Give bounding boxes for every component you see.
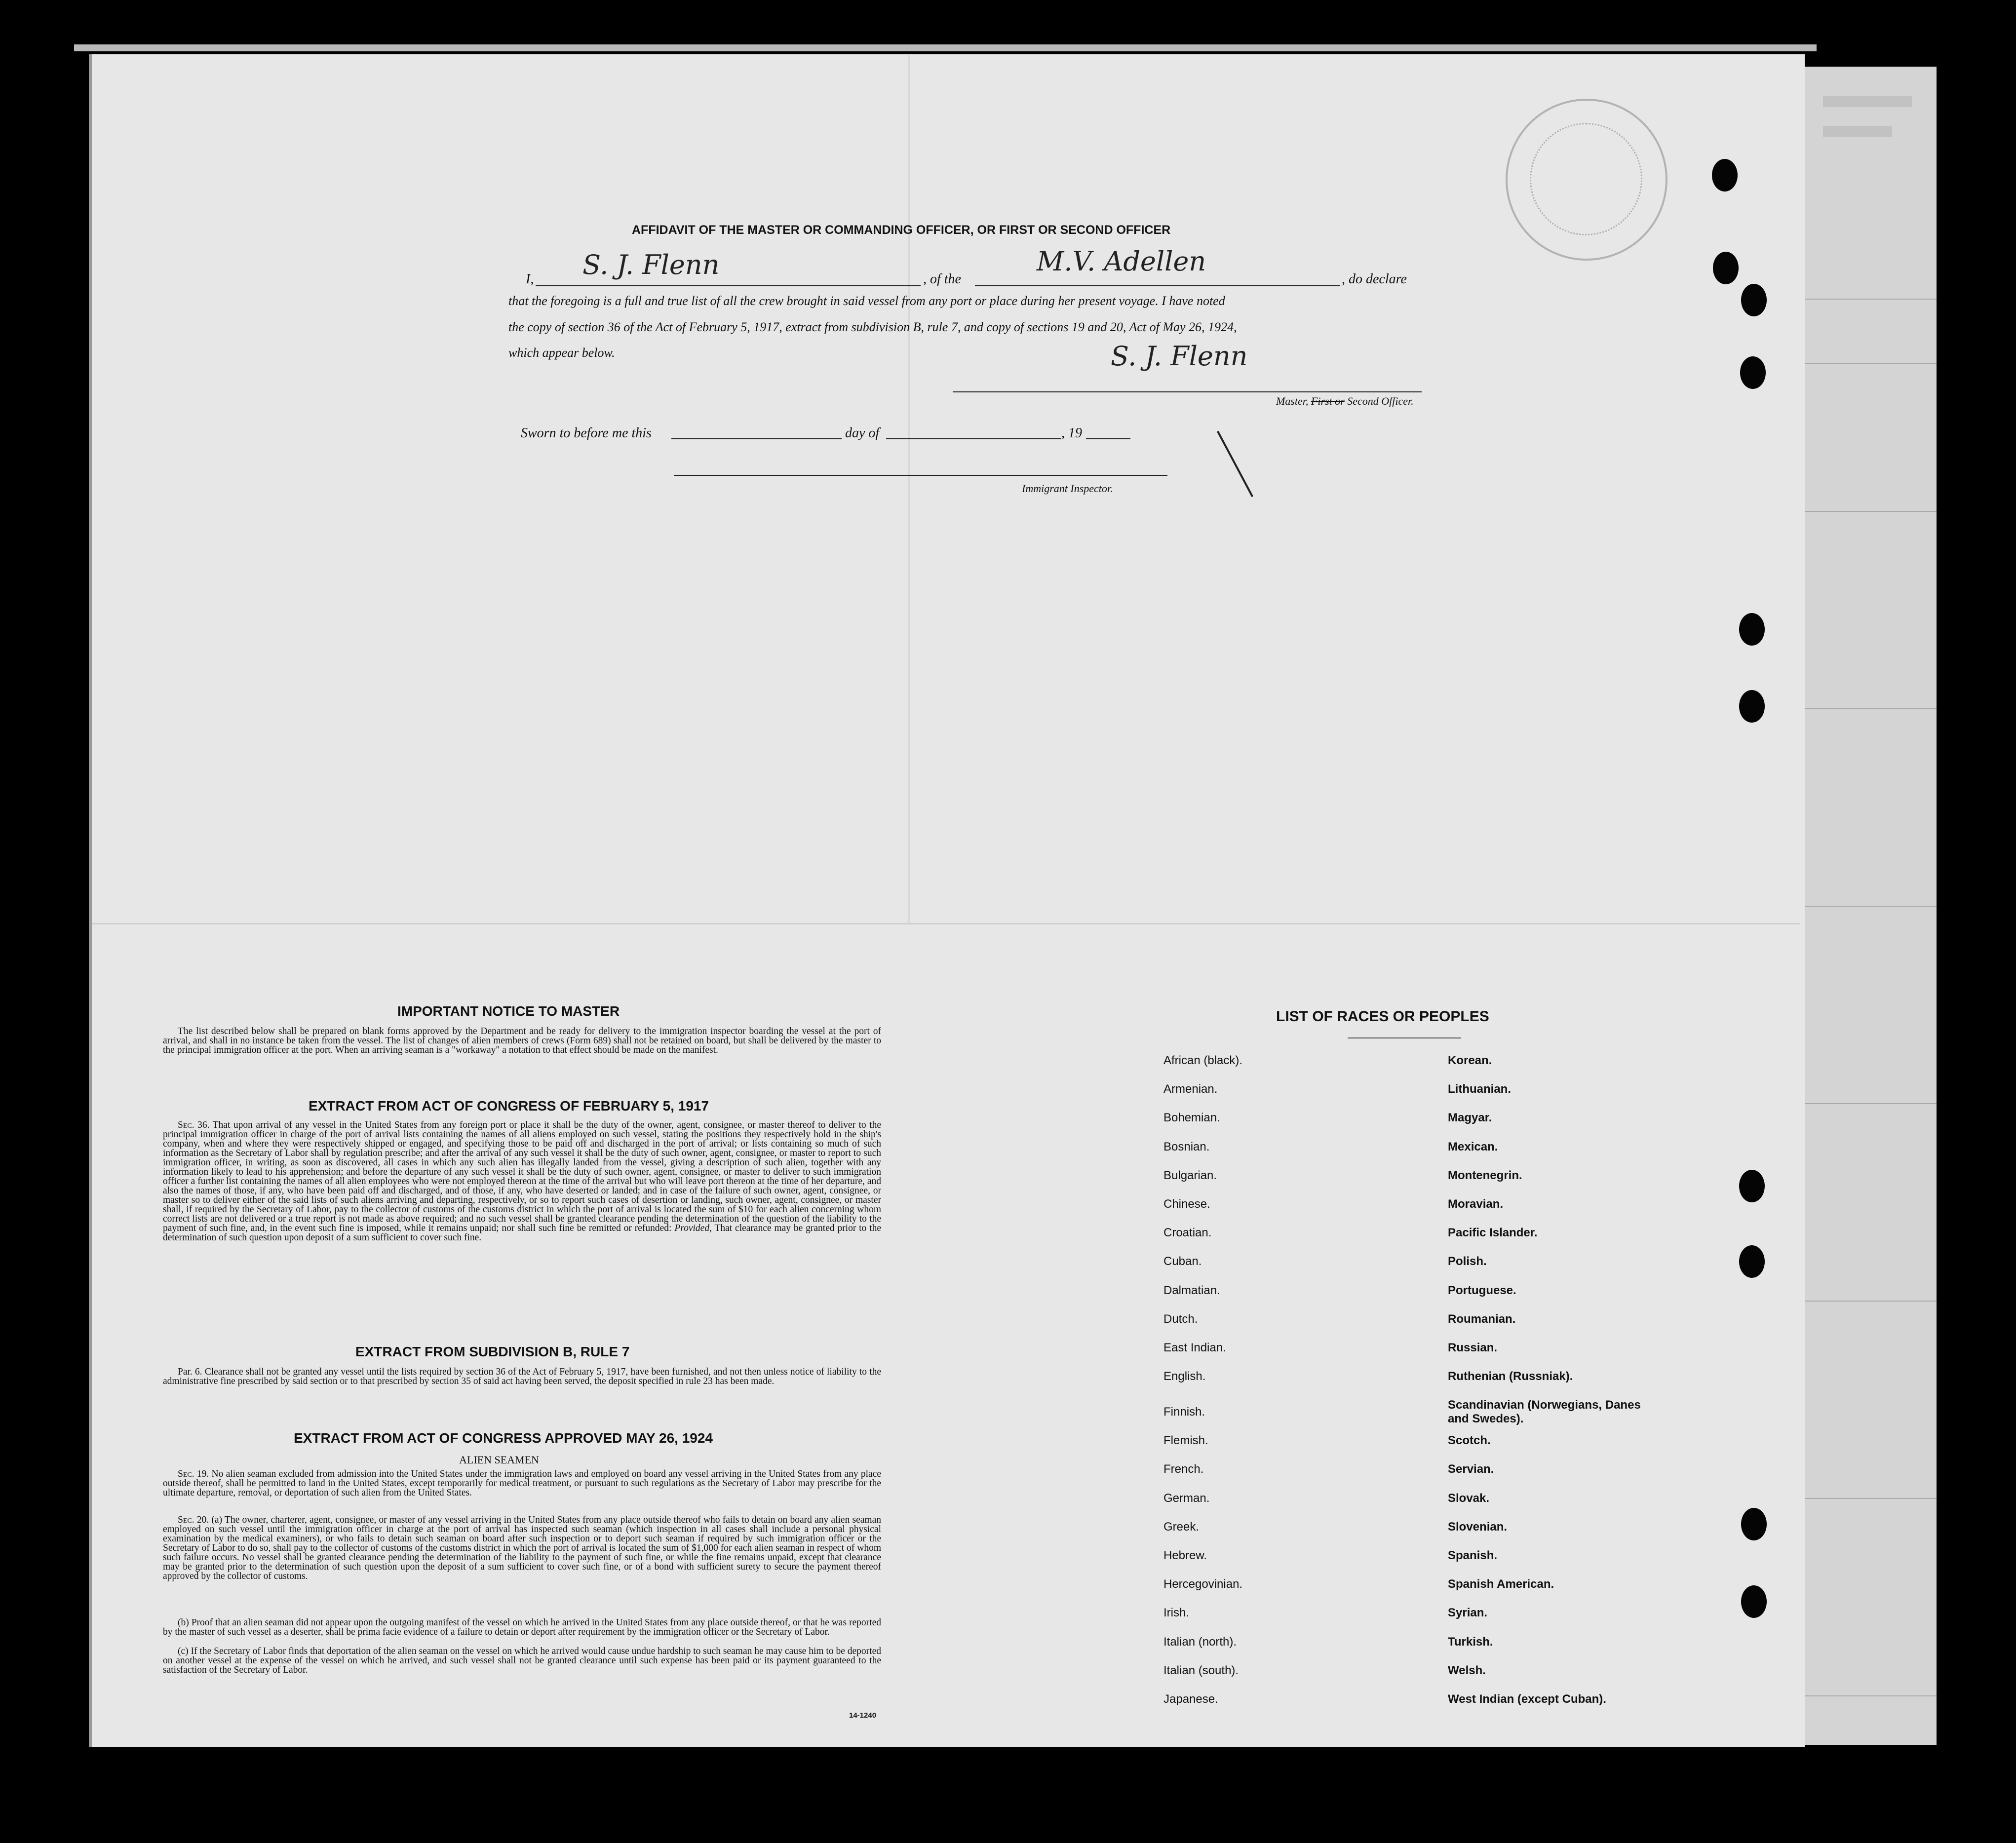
- race-item: Finnish.: [1163, 1405, 1205, 1419]
- sec-20-label: Sec. 20.: [178, 1515, 209, 1525]
- race-item: Flemish.: [1163, 1434, 1208, 1448]
- races-title-rule: [1348, 1037, 1461, 1038]
- officer-title: [1276, 395, 1414, 408]
- year-prefix: , 19: [1061, 425, 1082, 441]
- race-item: East Indian.: [1163, 1341, 1226, 1354]
- sec-20c: (c) If the Secretary of Labor finds that deportation of the alien seaman on the vessel on which he arrived would cause undue hardship to such seaman he may cause him to be deported on another vessel at the expense of the vessel on which he arrived, and such vessel shall not be granted clearance until such expense has been paid or its payment guaranteed to the satisfaction of the Secretary of Labor.: [163, 1646, 881, 1675]
- races-title: LIST OF RACES OR PEOPLES: [1276, 1008, 1489, 1025]
- extract-1917-body: [163, 1120, 881, 1242]
- race-item: Croatian.: [1163, 1226, 1212, 1240]
- race-item: Portuguese.: [1448, 1283, 1516, 1297]
- race-item: Hebrew.: [1163, 1549, 1207, 1562]
- officer-first-struck: First or: [1311, 395, 1345, 407]
- race-item: Spanish American.: [1448, 1577, 1554, 1591]
- binding-hole: [1739, 1170, 1765, 1202]
- race-item: Bulgarian.: [1163, 1168, 1217, 1182]
- binding-hole: [1712, 159, 1738, 192]
- sworn-label: Sworn to before me this: [521, 425, 652, 441]
- race-item: Turkish.: [1448, 1635, 1493, 1649]
- signature-line: [953, 391, 1422, 392]
- binding-hole: [1713, 252, 1739, 284]
- race-item: Servian.: [1448, 1462, 1494, 1476]
- race-item: Welsh.: [1448, 1663, 1486, 1677]
- sec-36-text: That upon arrival of any vessel in the United States from any foreign port or place it shall be the duty of the owner, agent, consignee, or master thereof to deliver to the principal immigration officer in charge of the port of arrival lists containing the names of all aliens employed on such vessel, stating the positions they respectively hold in the ship's company, when and where they were respectively shipped or engaged, and specifying those to be paid off and discharged in the port of arrival; or lists containing so much of such information as the Secretary of Labor shall by regulation prescribe; and after the arrival of any such vessel it shall be the duty of such owner, agent, consignee, or master to report to such immigration officer, in writing, as soon as discovered, all cases in which any such alien has illegally landed from the vessel, giving a description of such alien, together with any information likely to lead to his apprehension; and before the departure of any such vessel it shall be the duty of such owner, agent, consignee, or master to deliver to such immigration officer a further list containing the names of all alien employees who were not employed thereon at the time of the arrival but who will leave port thereon at the time of her departure, and also the names of those, if any, who have been paid off and discharged, and of those, if any, who have deserted or landed; and in case of the failure of such owner, agent, consignee, or master so to deliver either of the said lists of such aliens arriving and departing, respectively, or so to report such cases of desertion or landing, such owner, agent, consignee, or master shall, if required by the Secretary of Labor, pay to the collector of customs of the customs district in which the port of arrival is located the sum of $10 for each alien concerning whom correct lists are not delivered or a true report is not made as above required; and no such vessel shall be granted clearance pending the determination of the question of the liability to the payment of such fine, and, in the event such fine is imposed, while it remains unpaid; nor shall such fine be remitted or refunded:: [163, 1120, 881, 1233]
- signer-name-line: [536, 285, 921, 286]
- affidavit-title: AFFIDAVIT OF THE MASTER OR COMMANDING OFFICER, OR FIRST OR SECOND OFFICER: [632, 223, 1171, 237]
- race-item: Lithuanian.: [1448, 1082, 1511, 1096]
- affidavit-statement-line-3: which appear below.: [508, 346, 615, 360]
- race-item: Syrian.: [1448, 1606, 1488, 1620]
- officer-master: Master,: [1276, 395, 1309, 407]
- binding-hole: [1739, 1245, 1765, 1278]
- race-item: Montenegrin.: [1448, 1168, 1522, 1182]
- binding-hole: [1741, 1585, 1767, 1618]
- race-item: Armenian.: [1163, 1082, 1218, 1096]
- extract-rule7-title: EXTRACT FROM SUBDIVISION B, RULE 7: [355, 1344, 630, 1359]
- affidavit-i-label: I,: [526, 271, 534, 287]
- day-of-label: day of: [845, 425, 880, 441]
- race-item: Bosnian.: [1163, 1140, 1210, 1153]
- inspector-label: Immigrant Inspector.: [1022, 482, 1113, 495]
- officer-second: Second Officer.: [1347, 395, 1414, 407]
- race-item: Pacific Islander.: [1448, 1226, 1538, 1240]
- vessel-name-line: [975, 285, 1340, 286]
- sec-19-text: No alien seaman excluded from admission into the United States under the immigration laws and employed on board any vessel arriving in the United States from any place outside thereof, shall be permitted to land in the United States, except temporarily for medical treatment, or pursuant to such regulations as the Secretary of Labor may prescribe for the ultimate departure, removal, or deportation of such alien from the United States.: [163, 1469, 881, 1498]
- race-item: Roumanian.: [1448, 1312, 1516, 1326]
- sworn-year-line: [1086, 438, 1130, 439]
- race-item: Hercegovinian.: [1163, 1577, 1243, 1591]
- race-item: Mexican.: [1448, 1140, 1498, 1153]
- race-item: Dutch.: [1163, 1312, 1198, 1326]
- underlying-page: [1802, 67, 1937, 1745]
- race-item: English.: [1163, 1370, 1206, 1383]
- sec-19: [163, 1469, 881, 1497]
- race-item: Chinese.: [1163, 1197, 1210, 1211]
- vertical-fold-line: [908, 55, 910, 924]
- extract-rule7-body: Par. 6. Clearance shall not be granted any vessel until the lists required by section 36 of the Act of February 5, 1917, have been furnished, and not then unless notice of liability to the administrative fine prescribed by said section or to that prescribed by section 35 of said act having been served, the deposit specified in rule 23 has been made.: [163, 1367, 881, 1386]
- race-item: Bohemian.: [1163, 1111, 1220, 1125]
- signer-name: S. J. Flenn: [582, 249, 720, 280]
- affidavit-do-declare: , do declare: [1342, 271, 1407, 287]
- binding-hole: [1739, 690, 1765, 723]
- binding-hole: [1741, 1508, 1767, 1540]
- race-item: Korean.: [1448, 1054, 1492, 1067]
- extract-1924-title: EXTRACT FROM ACT OF CONGRESS APPROVED MAY 26, 1924: [294, 1430, 713, 1446]
- inspector-signature-line: [674, 475, 1167, 476]
- affidavit-statement-line-2: the copy of section 36 of the Act of February 5, 1917, extract from subdivision B, rule 7, and copy of sections 19 and 20, Act of May 26, 1924,: [508, 320, 1237, 334]
- sworn-day-line: [671, 438, 842, 439]
- race-item: Russian.: [1448, 1341, 1498, 1354]
- vessel-name: M.V. Adellen: [1037, 246, 1206, 277]
- race-item: French.: [1163, 1462, 1204, 1476]
- affidavit-statement-line-1: that the foregoing is a full and true list of all the crew brought in said vessel from any port or place during her present voyage. I have noted: [508, 294, 1225, 308]
- race-item: West Indian (except Cuban).: [1448, 1692, 1606, 1706]
- race-item: Magyar.: [1448, 1111, 1492, 1125]
- race-item: Japanese.: [1163, 1692, 1218, 1706]
- master-signature: S. J. Flenn: [1111, 341, 1248, 372]
- race-item: Dalmatian.: [1163, 1283, 1220, 1297]
- binding-hole: [1740, 356, 1766, 389]
- sec-36-end: That clearance may be granted prior to the determination of such question upon deposit of a sum sufficient to cover such fine.: [163, 1223, 882, 1243]
- race-item: Irish.: [1163, 1606, 1190, 1620]
- race-item: German.: [1163, 1491, 1210, 1505]
- race-item: Polish.: [1448, 1255, 1487, 1268]
- race-item: Spanish.: [1448, 1549, 1498, 1562]
- race-item: Ruthenian (Russniak).: [1448, 1370, 1573, 1383]
- races-right-column: [1448, 1054, 1645, 1721]
- notice-title: IMPORTANT NOTICE TO MASTER: [397, 1003, 620, 1019]
- sec-20a: [163, 1515, 881, 1581]
- horizontal-fold-line: [92, 923, 1800, 924]
- binding-hole: [1741, 284, 1767, 316]
- races-left-column: [1163, 1054, 1242, 1721]
- sec-36-label: Sec. 36.: [178, 1120, 210, 1130]
- notice-body: The list described below shall be prepared on blank forms approved by the Department and be ready for delivery to the immigration inspector boarding the vessel at the port of arrival, and shall in no instance be taken from the vessel. The list of changes of alien members of crews (Form 689) shall not be retained on board, but shall be delivered by the master to the principal immigration officer at the port. When an arriving seaman is a "workaway" a notation to that effect should be made on the manifest.: [163, 1026, 881, 1055]
- sec-20a-text: (a) The owner, charterer, agent, consignee, or master of any vessel arriving in the United States from any place outside thereof who fails to detain on board any alien seaman employed on such vessel until the immigration officer in charge at the port of arrival has inspected such seaman (which inspection in all cases shall include a personal physical examination by the medical examiners), or who fails to detain such seaman on board after such inspection or to deport such seaman if required by such immigration officer or the Secretary of Labor to do so, shall pay to the collector of customs of the customs district in which the port of arrival is located the sum of $1,000 for each alien seaman in respect of whom such failure occurs. No vessel shall be granted clearance pending the determination of the liability to the payment of such fine, or while the fine remains unpaid, except that clearance may be granted prior to the determination of such question upon the deposit of a sum sufficient to cover such fine, or of a bond with sufficient surety to secure the payment thereof approved by the collector of customs.: [163, 1515, 882, 1581]
- official-seal-stamp: [1506, 99, 1667, 261]
- race-item: Scotch.: [1448, 1434, 1491, 1448]
- race-item: Moravian.: [1448, 1197, 1504, 1211]
- binding-hole: [1739, 613, 1765, 646]
- extract-1917-title: EXTRACT FROM ACT OF CONGRESS OF FEBRUARY 5, 1917: [309, 1098, 709, 1113]
- sec-19-label: Sec. 19.: [178, 1469, 209, 1479]
- sworn-month-line: [886, 438, 1061, 439]
- race-item: African (black).: [1163, 1054, 1243, 1067]
- race-item: Italian (south).: [1163, 1663, 1239, 1677]
- race-item: Greek.: [1163, 1520, 1200, 1534]
- race-item: Slovenian.: [1448, 1520, 1508, 1534]
- race-item: Cuban.: [1163, 1255, 1202, 1268]
- race-item: Scandinavian (Norwegians, Danes and Swedes).: [1448, 1398, 1641, 1426]
- sec-20b: (b) Proof that an alien seaman did not appear upon the outgoing manifest of the vessel on which he arrived in the United States from any place outside thereof, or that he was reported by the master of such vessel as a deserter, shall be prima facie evidence of a failure to detain or deport after requirement by the immigration officer or the Secretary of Labor.: [163, 1617, 881, 1637]
- form-number: 14-1240: [849, 1711, 877, 1720]
- race-item: Slovak.: [1448, 1491, 1490, 1505]
- extract-1924-subtitle: ALIEN SEAMEN: [459, 1454, 539, 1466]
- race-item: Italian (north).: [1163, 1635, 1237, 1649]
- affidavit-of-the-label: , of the: [923, 271, 961, 287]
- provided-word: Provided,: [674, 1223, 712, 1233]
- page-top-edge: [74, 44, 1817, 51]
